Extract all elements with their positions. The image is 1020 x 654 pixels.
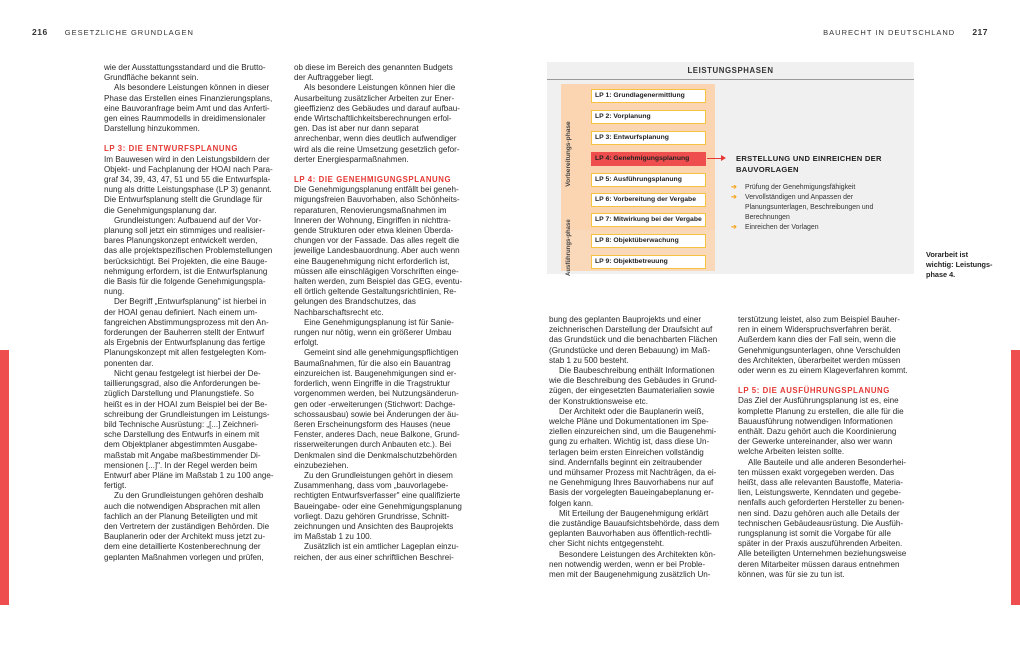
line: als Ergebnis der Entwurfsplanung das fertige <box>104 338 266 348</box>
header-right <box>823 27 988 37</box>
line: wie der Ausstattungsstandard und die Brutto- <box>104 63 266 72</box>
line: gung zu erhalten. Wichtig ist, dass diese Un- <box>549 437 710 447</box>
phase-lp6: LP 6: Vorbereitung der Vergabe <box>591 193 706 207</box>
line: reichen, der aus einer schriftlichen Beschrei- <box>294 552 454 562</box>
page-number-left: 216 <box>32 27 48 37</box>
line: Die Entwurfsplanung stellt die Grundlage für <box>104 195 263 205</box>
line: maßstab mit Angabe maßbestimmender Di- <box>104 450 261 460</box>
line: Ausarbeitung zusätzlicher Arbeiten zur Ener- <box>294 93 455 103</box>
line: rechtigten Entwurfsverfasser" eine qualifizierte <box>294 491 461 501</box>
leistungsphasen-diagram <box>547 62 914 274</box>
line: derter Energiesparmaßnahmen. <box>294 154 409 164</box>
line: der Konstruktionsweise etc. <box>549 396 648 406</box>
arrow-icon: ➔ <box>731 184 737 191</box>
line: das Grundstück und die benachbarten Flächen <box>549 335 718 345</box>
diagram-title: LEISTUNGSPHASEN <box>687 66 774 75</box>
section-heading-lp5: LP 5: DIE AUSFÜHRUNGSPLANUNG <box>738 386 890 396</box>
side-caption: Vorarbeit ist wichtig: Leistungs-phase 4. <box>926 250 993 279</box>
phase-lp8: LP 8: Objektüberwachung <box>591 234 706 248</box>
line: taillierungsgrad, also die Anforderungen be- <box>104 379 261 389</box>
line: Als besondere Leistungen können hier die <box>304 83 456 93</box>
line: ponenten dar. <box>104 358 154 368</box>
line: heißt es in der HOAI zum Beispiel bei der Be- <box>104 399 268 409</box>
line: Grundfläche bekannt sein. <box>104 73 199 83</box>
line: stab 1 zu 500 besteht. <box>549 355 629 365</box>
line: nung als dritte Leistungsphase (LP 3) genannt. <box>104 185 272 195</box>
line: forderlich, wenn Eingriffe in die Tragstruktur <box>294 379 450 389</box>
group-label-vorbereitung: Vorbereitungs-phase <box>565 121 572 187</box>
line: rungen nur nötig, wenn ein größerer Umbau <box>294 328 452 338</box>
line: Alle Bauteile und alle anderen Besonderhei- <box>748 457 906 467</box>
line: Zu den Grundleistungen gehören deshalb <box>114 491 264 501</box>
line: men mit der Baugenehmigung zusätzlich Un- <box>549 570 711 580</box>
arrow-right-icon <box>721 155 726 161</box>
line: eine Baugenehmigung nicht erforderlich ist, <box>294 256 450 266</box>
line: planung soll jetzt ein stimmiges und realisier- <box>104 226 266 236</box>
line: im Maßstab 1 zu 100. <box>294 532 372 542</box>
line: Grundleistungen: Aufbauend auf der Vor- <box>114 215 262 225</box>
line: berücksichtigt. Bei Projekten, die eine Bauge- <box>104 256 268 266</box>
line: (Grundstücke und deren Bebauung) im Maß- <box>549 345 711 355</box>
line: ren in einem Widerspruchsverfahren berät. <box>738 325 892 335</box>
line: fachlich an der Planung Beteiligten und mit <box>104 511 258 521</box>
line: Planungskonzept mit allen festgelegten Kom- <box>104 348 267 358</box>
phase-lp7: LP 7: Mitwirkung bei der Vergabe <box>591 213 706 227</box>
line: Der Architekt oder die Bauplanerin weiß, <box>559 406 704 416</box>
line: Zusätzlich ist ein amtlicher Lageplan einzu- <box>304 542 459 552</box>
line: anrechenbar, wenn dies deutlich aufwendiger <box>294 134 457 144</box>
line: auch die notwendigen Absprachen mit allen <box>104 501 261 511</box>
line: der Auftraggeber liegt. <box>294 73 374 83</box>
line: des Architekten, überarbeitet werden müssen <box>738 355 901 365</box>
line: eine Bauvoranfrage beim Amt und das Anferti- <box>104 103 270 113</box>
line: deren Mitarbeiter müssen daraus entnehmen <box>738 559 900 569</box>
line: nung. <box>104 287 125 297</box>
line: Phase das Erstellen eines Finanzierungsplans, <box>104 93 273 103</box>
line: Nachbarschaftsrecht etc. <box>294 307 384 317</box>
line: ell örtlich geltende Gestaltungsrichtlinien, Re- <box>294 287 457 297</box>
line: sche Darstellung des Entwurfs in einem mit <box>104 430 260 440</box>
line: den Vertretern der zuständigen Behörden. Die <box>104 521 270 531</box>
line: reparaturen, Renovierungsmaßnahmen im <box>294 205 447 215</box>
line: Der Begriff „Entwurfsplanung" ist hierbei in <box>114 297 267 307</box>
line: bares Planungskonzept entwickelt werden, <box>104 236 258 246</box>
result-item-text: Prüfung der Genehmigungsfähigkeit <box>745 184 856 191</box>
line: terstützung leistet, also zum Beispiel Bauher- <box>738 315 900 324</box>
phase-lp5: LP 5: Ausführungsplanung <box>591 173 706 187</box>
line: gende Strukturen oder etwa kleinen Überda- <box>294 226 454 236</box>
line: komplette Planung zu erstellen, die alle für die <box>738 406 904 416</box>
line: Eine Genehmigungsplanung ist für Sanie- <box>304 317 454 327</box>
line: geplanten Bauvorhaben aus öffentlich-rechtli- <box>549 529 712 539</box>
line: wird als die reine Umsetzung gesetzlich gefor- <box>294 144 460 154</box>
line: ßeren Erscheinungsform des Hauses (neue <box>294 419 451 429</box>
line: ob diese im Bereich des genannten Budgets <box>294 63 453 72</box>
line: der Gewerke untereinander, also wer wann <box>738 437 893 447</box>
phase-lp9: LP 9: Objektbetreuung <box>591 255 706 269</box>
line: schreibung der Grundleistungen im Leistungs- <box>104 409 270 419</box>
line: geplanten Maßnahmen vorlegen und prüfen, <box>104 552 264 562</box>
line: technischen Gebäudeausrüstung. Die Ausfüh- <box>738 518 904 528</box>
line: terlagen beim ersten Einreichen vollständig <box>549 447 704 457</box>
group-label-ausfuehrung: Ausführungs-phase <box>566 219 572 276</box>
line: cher Sicht nichts entgegensteht. <box>549 539 665 549</box>
line: ende Wirtschaftlichkeitsberechnungen erfol- <box>294 114 452 124</box>
line: die Basis für die folgende Genehmigungspla- <box>104 277 266 287</box>
line: bung des geplanten Bauprojekts und einer <box>549 315 702 324</box>
line: Besondere Leistungen des Architekten kön- <box>559 549 716 559</box>
line: und mühsamer Prozess mit Nachträgen, da ei- <box>549 468 717 478</box>
line: vorgenommen werden, bei Nutzungsänderun- <box>294 389 459 399</box>
line: der HOAI genau definiert. Nach einem um- <box>104 307 258 317</box>
section-heading-lp4: LP 4: DIE GENEHMIGUNGSPLANUNG <box>294 175 452 185</box>
line: folgen kann. <box>549 498 594 508</box>
diagram-title-rule <box>547 79 914 80</box>
line: fertigt. <box>104 481 127 491</box>
line: Im Bauwesen wird in den Leistungsbildern der <box>104 154 270 164</box>
line: Nicht genau festgelegt ist hierbei der De- <box>114 368 261 378</box>
line: sind. Andernfalls beginnt ein zeitraubender <box>549 457 702 467</box>
line: müssen alle einschlägigen Vorschriften einge- <box>294 266 459 276</box>
line: Das Ziel der Ausführungsplanung ist es, eine <box>738 396 899 406</box>
line: gieeffizienz des Gebäudes und darauf aufbau- <box>294 103 460 113</box>
line: einzubeziehen. <box>294 460 349 470</box>
line: Zu den Grundleistungen gehört in diesem <box>304 470 453 480</box>
result-item-text: Einreichen der Vorlagen <box>745 224 819 231</box>
line: bild Technische Ausrüstung: „[...] Zeichneri- <box>104 419 259 429</box>
line: nen notwendig werden, wenn er bei Proble- <box>549 559 706 569</box>
line: zügen, der eingesetzten Baumaterialien sowie <box>549 386 715 396</box>
line: gen oder -erweiterungen (Stichwort: Dachge- <box>294 399 456 409</box>
line: Bauplanerin oder der Architekt muss jetzt zu- <box>104 532 266 542</box>
line: wie die Beschreibung des Gebäudes in Grund- <box>549 376 717 386</box>
text-column-4 <box>738 315 920 580</box>
line: Alle beteiligten Unternehmen beziehungsweise <box>738 549 907 559</box>
left-edge-marker <box>0 350 9 605</box>
line: später in der Praxis auszuführenden Arbeiten. <box>738 539 903 549</box>
line: graf 34, 39, 43, 47, 51 und 55 die Entwurfspla- <box>104 175 271 185</box>
line: Die Baubeschreibung enthält Informationen <box>559 366 715 376</box>
line: Mit Erteilung der Baugenehmigung erklärt <box>559 508 709 518</box>
line: Die Genehmigungsplanung entfällt bei geneh- <box>294 185 459 195</box>
line: die Genehmigungsplanung dar. <box>104 205 217 215</box>
line: oder wenn es zu einem Klageverfahren kommt. <box>738 366 908 376</box>
line: gelungen des Brandschutzes, das <box>294 297 416 307</box>
section-heading-lp3: LP 3: DIE ENTWURFSPLANUNG <box>104 144 238 154</box>
line: Gemeint sind alle genehmigungspflichtigen <box>304 348 459 358</box>
line: die zuständige Bauaufsichtsbehörde, dass dem <box>549 519 720 529</box>
line: das alle projektspezifischen Problemstellungen <box>104 246 273 256</box>
line: gen. Das ist aber nur dann separat <box>294 124 419 134</box>
page-number-right: 217 <box>972 27 988 37</box>
line: nehmigung erfordern, ist die Entwurfsplanung <box>104 266 268 276</box>
line: dem eine detaillierte Kostenberechnung der <box>104 542 261 552</box>
line: züglich Darstellung und Planungstiefe. So <box>104 389 254 399</box>
result-item <box>731 223 901 233</box>
line: nen sind. Dazu gehören auch alle Details der <box>738 508 900 518</box>
phase-lp2: LP 2: Vorplanung <box>591 110 706 124</box>
line: forderungen der Bauherren stellt der Entwurf <box>104 328 265 338</box>
line: chungen vor der Fassade. Das alles regelt die <box>294 236 460 246</box>
running-title-left: GESETZLICHE GRUNDLAGEN <box>64 28 194 37</box>
phase-lp1: LP 1: Grundlagenermittlung <box>591 89 706 103</box>
result-title: ERSTELLUNG UND EINREICHEN DER BAUVORLAGEN <box>736 154 882 174</box>
line: Außerdem kann dies der Fall sein, wenn die <box>738 335 896 345</box>
line: ziellen einzureichen sind, um die Baugenehmi- <box>549 427 717 437</box>
line: Denkmalen sind die Denkmalschutzbehörden <box>294 450 457 460</box>
text-column-1 <box>104 63 286 563</box>
line: zeichnungen und Ansichten des Bauprojekts <box>294 521 454 531</box>
header-left <box>32 27 194 37</box>
line: zeichnerischen Darstellung der Draufsicht auf <box>549 325 713 335</box>
line: welche Pläne und Dokumentationen im Spe- <box>549 417 709 427</box>
line: Objekt- und Fachplanung der HOAI nach Para- <box>104 164 273 174</box>
line: Zusammenhang, dass vom „bauvorlagebe- <box>294 481 449 491</box>
line: Basis der vorgelegten Baueingabeplanung er- <box>549 488 714 498</box>
line: welche Arbeiten leisten sollte. <box>738 447 845 457</box>
line: jeweilige Landesbauordnung. Aber auch wenn <box>294 246 460 256</box>
line: migungsfreien Bauvorhaben, also Schönheits- <box>294 195 460 205</box>
line: fangreichen Abstimmungsprozess mit den An- <box>104 317 269 327</box>
line: Als besondere Leistungen können in dieser <box>114 83 270 93</box>
line: Inneren der Wohnung, Eingriffen in nichttra- <box>294 215 451 225</box>
line: ne Genehmigung Ihres Bauvorhabens nur auf <box>549 478 714 488</box>
line: gen eines Raummodells in dreidimensionaler <box>104 114 266 124</box>
text-column-2 <box>294 63 476 563</box>
right-edge-marker <box>1011 350 1020 605</box>
text-column-3 <box>549 315 731 580</box>
result-item-text: Vervollständigen und Anpassen der Planungsunterlagen, Beschreibungen und Berechnungen <box>745 194 874 221</box>
line: einzureichen ist. Baugenehmigungen sind er- <box>294 368 457 378</box>
phase-lp4: LP 4: Genehmigungsplanung <box>591 152 706 166</box>
line: vorliegt. Dazu gehören Grundrisse, Schnitt- <box>294 511 450 521</box>
line: Genehmigungsunterlagen, ohne Verschulden <box>738 345 901 355</box>
line: nenfalls auch geforderten Hersteller zu benen- <box>738 498 905 508</box>
line: erfolgt. <box>294 338 319 348</box>
running-title-right: BAURECHT IN DEUTSCHLAND <box>823 28 956 37</box>
line: mensionen [...]". In der Regel werden beim <box>104 460 258 470</box>
line: lien, Leistungswerte, Kenndaten und gegebe- <box>738 488 901 498</box>
result-list <box>731 183 901 233</box>
line: Bauausführung notwendigen Informationen <box>738 416 893 426</box>
arrow-icon: ➔ <box>731 224 737 231</box>
line: schossausbau) sowie bei Änderungen der äu- <box>294 409 459 419</box>
result-item <box>731 193 901 223</box>
line: rungsplanung ist somit die Vorgabe für alle <box>738 529 891 539</box>
result-item <box>731 183 901 193</box>
line: Baueingabe- oder eine Genehmigungsplanung <box>294 501 462 511</box>
line: enthält. Dazu gehört auch die Koordinierung <box>738 427 897 437</box>
line: risserweiterungen durch Anbauten etc.). Bei <box>294 440 452 450</box>
line: können, was für sie zu tun ist. <box>738 569 845 579</box>
line: Baumaßnahmen, für die also ein Bauantrag <box>294 358 451 368</box>
line: Fenster, anderes Dach, neue Balkone, Grund- <box>294 430 460 440</box>
phase-lp3: LP 3: Entwurfsplanung <box>591 131 706 145</box>
line: Darstellung hinzukommen. <box>104 124 200 134</box>
line: dem Objektplaner abgestimmten Ausgabe- <box>104 440 258 450</box>
line: ten müssen exakt vorgegeben werden. Das <box>738 467 895 477</box>
line: heißt, dass alle relevanten Baustoffe, Materia- <box>738 478 903 488</box>
line: halten werden, zum Beispiel das GEG, eventu- <box>294 277 463 287</box>
arrow-icon: ➔ <box>731 194 737 201</box>
line: Entwurf aber Pläne im Maßstab 1 zu 100 ange- <box>104 470 274 480</box>
